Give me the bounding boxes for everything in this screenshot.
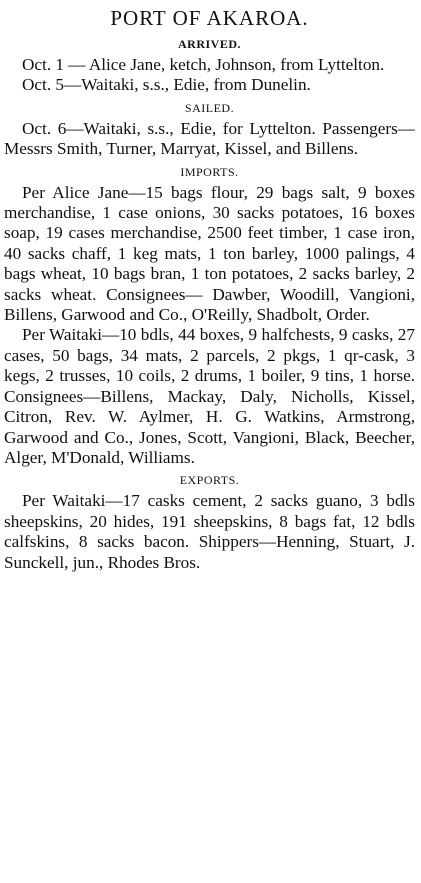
exports-entry: Per Waitaki—17 casks cement, 2 sacks guano, 3 bdls sheepskins, 20 hides, 191 sheepskins, 8 bags fat, 12 bdls calfskins, 8 sacks bacon. Shippers—Henning, Stuart, J. Sunckell, jun., Rhodes Bros. bbox=[4, 491, 415, 572]
imports-entry: Per Waitaki—10 bdls, 44 boxes, 9 halfchests, 9 casks, 27 cases, 50 bags, 34 mats, 2 parcels, 2 pkgs, 1 qr-cask, 3 kegs, 2 trusses, 10 coils, 2 drums, 1 boiler, 9 tins, 1 horse. Consignees—Billens, Mackay, Daly, Nicholls, Kissel, Citron, Rev. W. Aylmer, H. G. Watkins, Armstrong, Garwood and Co., Jones, Scott, Vangioni, Black, Beecher, Alger, M'Donald, Williams. bbox=[4, 325, 415, 467]
arrived-section bbox=[4, 36, 415, 96]
imports-entry: Per Alice Jane—15 bags flour, 29 bags salt, 9 boxes merchandise, 1 case onions, 30 sacks potatoes, 16 boxes soap, 19 cases merchandise, 2500 feet timber, 1 case iron, 40 sacks chaff, 1 keg mats, 1 ton barley, 1000 palings, 4 bags wheat, 10 bags bran, 1 ton potatoes, 2 sacks barley, 2 sacks wheat. Consignees— Dawber, Woodill, Vangioni, Billens, Garwood and Co., O'Reilly, Shadbolt, Order. bbox=[4, 182, 415, 325]
column-title: PORT OF AKAROA. bbox=[110, 6, 309, 30]
imports-heading: IMPORTS. bbox=[180, 164, 239, 179]
sailed-section bbox=[4, 100, 415, 160]
arrived-entry: Oct. 1 — Alice Jane, ketch, Johnson, from Lyttelton. bbox=[22, 55, 385, 74]
arrived-entry: Oct. 5—Waitaki, s.s., Edie, from Dunelin. bbox=[22, 75, 311, 95]
arrived-heading: ARRIVED. bbox=[177, 37, 241, 51]
sailed-entry: Oct. 6—Waitaki, s.s., Edie, for Lyttelton. Passengers—Messrs Smith, Turner, Marryat, Kissel, and Billens. bbox=[4, 118, 415, 159]
exports-heading: EXPORTS. bbox=[179, 473, 240, 488]
imports-section bbox=[4, 164, 415, 469]
sailed-heading: SAILED. bbox=[184, 100, 235, 115]
exports-section bbox=[4, 472, 415, 573]
